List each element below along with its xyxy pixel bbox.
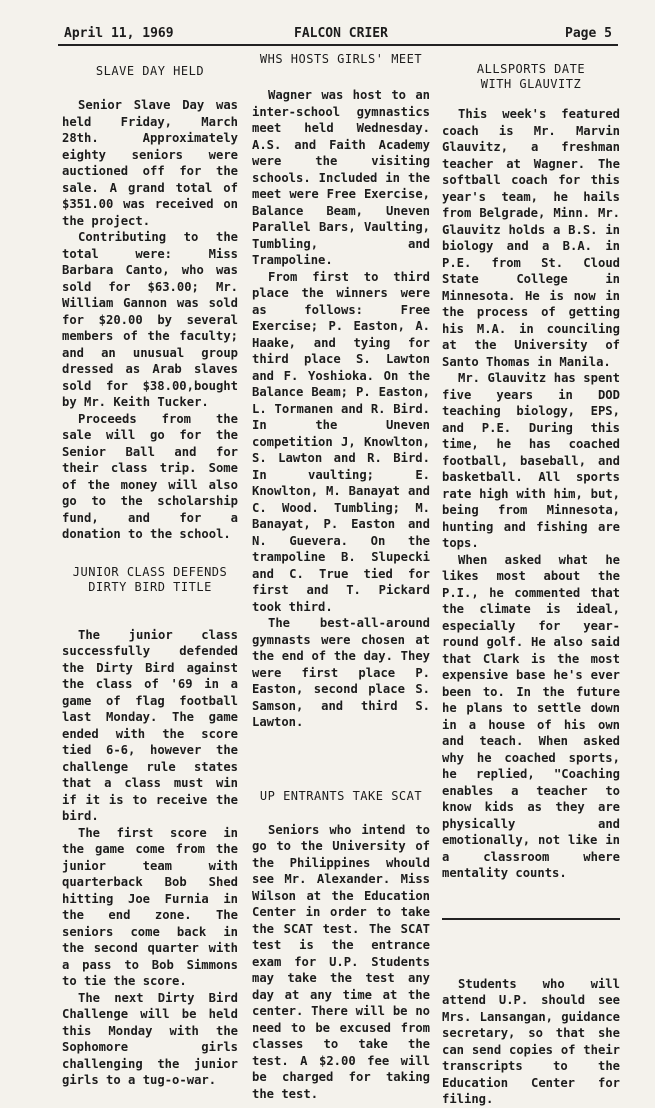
headline-girls-meet: WHS HOSTS GIRLS' MEET (259, 52, 423, 66)
column-3 (442, 52, 620, 1108)
article-paragraph: The junior class successfully defended the Dirty Bird against the class of '69 in a game of flag football last Monday. The game ended with the score tied 6-6, however the challenge rule states that a class must win if it is to receive the bird. (62, 627, 238, 823)
headline-allsports-b: WITH GLAUVITZ (480, 77, 582, 91)
issue-date: April 11, 1969 (64, 26, 174, 41)
headline-allsports-a: ALLSPORTS DATE (476, 62, 586, 76)
headline-junior-class-b: DIRTY BIRD TITLE (88, 579, 212, 594)
page-number: Page 5 (565, 26, 612, 41)
headline-up-entrants: UP ENTRANTS TAKE SCAT (259, 788, 423, 803)
headline-slave-day: SLAVE DAY HELD (95, 64, 205, 78)
article-paragraph: Students who will attend U.P. should see Mrs. Lansangan, guidance secretary, so that she can send copies of their transcripts to the Education Center for filing. (442, 976, 620, 1106)
article-paragraph: Seniors who intend to go to the University of the Philippines whould see Mr. Alexander. Miss Wilson at the Education Center in order to take the SCAT test. The SCAT test is the entrance exam for U.P. Students may take the test any day at any time at the center. There will be no need to be excused from classes to take the test. A $2.00 fee will be charged for taking the test. (252, 822, 430, 1101)
article-paragraph: The first score in the game come from the junior team with quarterback Bob Shed hitting Joe Furnia in the end zone. The seniors come back in the second quarter with a pass to Bob Simmons to tie the score. (62, 825, 238, 988)
column-1 (62, 52, 238, 1089)
article-paragraph: The next Dirty Bird Challenge will be held this Monday with the Sophomore girls challenging the junior girls to a tug-o-war. (62, 990, 238, 1087)
article-paragraph: Contributing to the total were: Miss Barbara Canto, who was sold for $63.00; Mr. William Gannon was sold for $20.00 by several members of the faculty; and an unusual group dressed as Arab slaves sold for $38.00,bought by Mr. Keith Tucker. (62, 230, 238, 409)
article-paragraph: Proceeds from the sale will go for the Senior Ball and for their class trip. Some of the money will also go to the scholarship fund, and for a donation to the school. (62, 411, 238, 541)
article-paragraph: Wagner was host to an inter-school gymnastics meet held Wednesday. A.S. and Faith Academy were the visiting schools. Included in the meet were Free Exercise, Balance Beam, Uneven Parallel Bars, Vaulting, Tumbling, and Trampoline. (252, 88, 430, 267)
article-paragraph: This week's featured coach is Mr. Marvin Glauvitz, a freshman teacher at Wagner. The softball coach for this year's team, he hails from Belgrade, Minn. Mr. Glauvitz holds a B.S. in biology and a B.A. in P.E. from St. Cloud State College in Minnesota. He is now in the process of getting his M.A. in counciling at the University of Santo Thomas in Manila. (442, 107, 620, 369)
headline-junior-class-a: JUNIOR CLASS DEFENDS (72, 564, 228, 579)
article-paragraph: From first to third place the winners were as follows: Free Exercise; P. Easton, A. Haake, and tying for third place S. Lawton and F. Yoshioka. On the Balance Beam; P. Easton, L. Tormanen and R. Bird. In the Uneven competition J, Knowlton, S. Lawton and R. Bird. In vaulting; E. Knowlton, M. Banayat and C. Wood. Tumbling; M. Banayat, P. Easton and N. Guevera. On the trampoline B. Slupecki and C. True tied for first and T. Pickard took third. (252, 269, 430, 614)
article-paragraph: Mr. Glauvitz has spent five years in DOD teaching biology, EPS, and P.E. During this time, he has coached football, baseball, and basketball. All sports rate high with him, but, being from Minnesota, hunting and fishing are tops. (442, 371, 620, 550)
newspaper-title: FALCON CRIER (294, 26, 388, 41)
column-2 (252, 52, 430, 1102)
page-header (58, 24, 618, 46)
article-paragraph: The best-all-around gymnasts were chosen at the end of the day. They were first place P. Easton, second place S. Samson, and third S. Lawton. (252, 616, 430, 729)
article-paragraph: When asked what he likes most about the P.I., he commented that the climate is ideal, especially for year-round golf. He also said that Clark is the most expensive base he's ever been to. In the future he plans to settle down in a house of his own and teach. When asked why he coached sports, he replied, "Coaching enables a teacher to know kids as they are physically and emotionally, not like in a classroom where mentality counts. (442, 552, 620, 880)
article-paragraph: Senior Slave Day was held Friday, March 28th. Approximately eighty seniors were auctioned off for the sale. A grand total of $351.00 was received on the project. (62, 98, 238, 228)
